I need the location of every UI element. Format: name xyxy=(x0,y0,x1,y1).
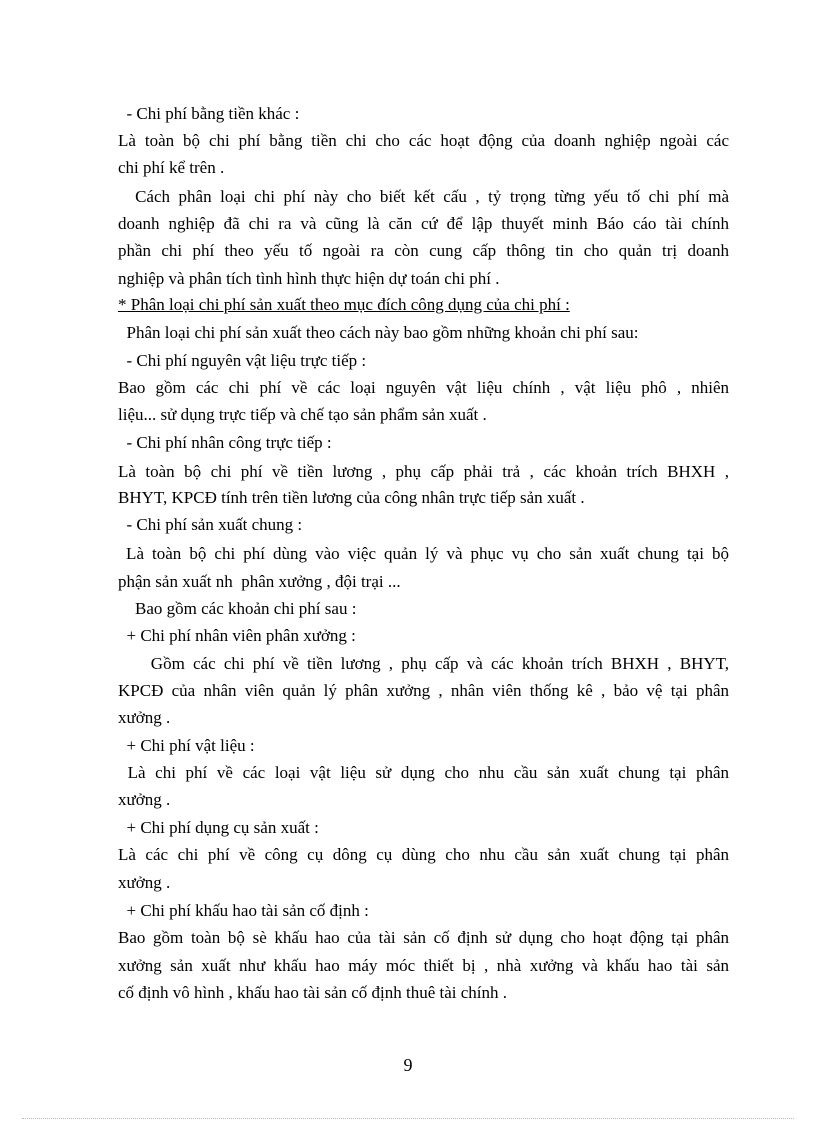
line-body: xưởng . xyxy=(118,790,171,809)
line-body: Cách phân loại chi phí này cho biết kết cấu , tỷ trọng từng yếu tố chi phí mà xyxy=(118,187,729,206)
line-body: Bao gồm toàn bộ sè khấu hao của tài sản cố định sử dụng cho hoạt động tại phân xyxy=(118,928,729,947)
line-body: Bao gồm các khoản chi phí sau : xyxy=(118,599,357,618)
line-general-production-heading: - Chi phí sản xuất chung : xyxy=(118,515,303,534)
line-workshop-staff-heading: + Chi phí nhân viên phân xưởng : xyxy=(118,626,356,645)
line-tools-heading: + Chi phí dụng cụ sản xuất : xyxy=(118,818,319,837)
line-body: xưởng . xyxy=(118,873,171,892)
line-body: Bao gồm các chi phí về các loại nguyên vật liệu chính , vật liệu phô , nhiên xyxy=(118,378,729,397)
line-materials-heading: + Chi phí vật liệu : xyxy=(118,736,255,755)
line-other-cash-costs-heading: - Chi phí bằng tiền khác : xyxy=(118,104,300,123)
line-direct-labor-heading: - Chi phí nhân công trực tiếp : xyxy=(118,433,332,452)
line-depreciation-heading: + Chi phí khấu hao tài sản cố định : xyxy=(118,901,369,920)
line-body: phận sản xuất nh phân xưởng , đội trại ... xyxy=(118,572,401,591)
line-body: nghiệp và phân tích tình hình thực hiện dự toán chi phí . xyxy=(118,269,500,288)
line-body: chi phí kể trên . xyxy=(118,158,225,177)
line-body: Là các chi phí về công cụ dông cụ dùng cho nhu cầu sản xuất chung tại phân xyxy=(118,845,729,864)
page-number: 9 xyxy=(403,1055,413,1075)
line-body: xưởng sản xuất như khấu hao máy móc thiết bị , nhà xưởng và khấu hao tài sản xyxy=(118,956,729,975)
line-body: xưởng . xyxy=(118,708,171,727)
line-body: Là toàn bộ chi phí về tiền lương , phụ cấp phải trả , các khoản trích BHXH , xyxy=(118,462,729,481)
line-body: phần chi phí theo yếu tố ngoài ra còn cung cấp thông tin cho quản trị doanh xyxy=(118,241,729,260)
line-body: BHYT, KPCĐ tính trên tiền lương của công nhân trực tiếp sản xuất . xyxy=(118,488,585,507)
line-body: doanh nghiệp đã chi ra và cũng là căn cứ để lập thuyết minh Báo cáo tài chính xyxy=(118,214,729,233)
section-heading-classification: * Phân loại chi phí sản xuất theo mục đích công dụng của chi phí : xyxy=(118,295,570,314)
line-body: Là toàn bộ chi phí dùng vào việc quản lý và phục vụ cho sản xuất chung tại bộ xyxy=(118,544,729,563)
footer-divider xyxy=(22,1118,794,1119)
line-body: Là chi phí về các loại vật liệu sử dụng cho nhu cầu sản xuất chung tại phân xyxy=(118,763,729,782)
line-body: KPCĐ của nhân viên quản lý phân xưởng , nhân viên thống kê , bảo vệ tại phân xyxy=(118,681,729,700)
line-body: Phân loại chi phí sản xuất theo cách này bao gồm những khoản chi phí sau: xyxy=(118,323,639,342)
line-direct-materials-heading: - Chi phí nguyên vật liệu trực tiếp : xyxy=(118,351,367,370)
line-body: Là toàn bộ chi phí bằng tiền chi cho các hoạt động của doanh nghiệp ngoài các xyxy=(118,131,729,150)
line-body: cố định vô hình , khấu hao tài sản cố định thuê tài chính . xyxy=(118,983,508,1002)
line-body: Gồm các chi phí về tiền lương , phụ cấp và các khoản trích BHXH , BHYT, xyxy=(118,654,729,673)
line-body: liệu... sử dụng trực tiếp và chế tạo sản phẩm sản xuất . xyxy=(118,405,487,424)
